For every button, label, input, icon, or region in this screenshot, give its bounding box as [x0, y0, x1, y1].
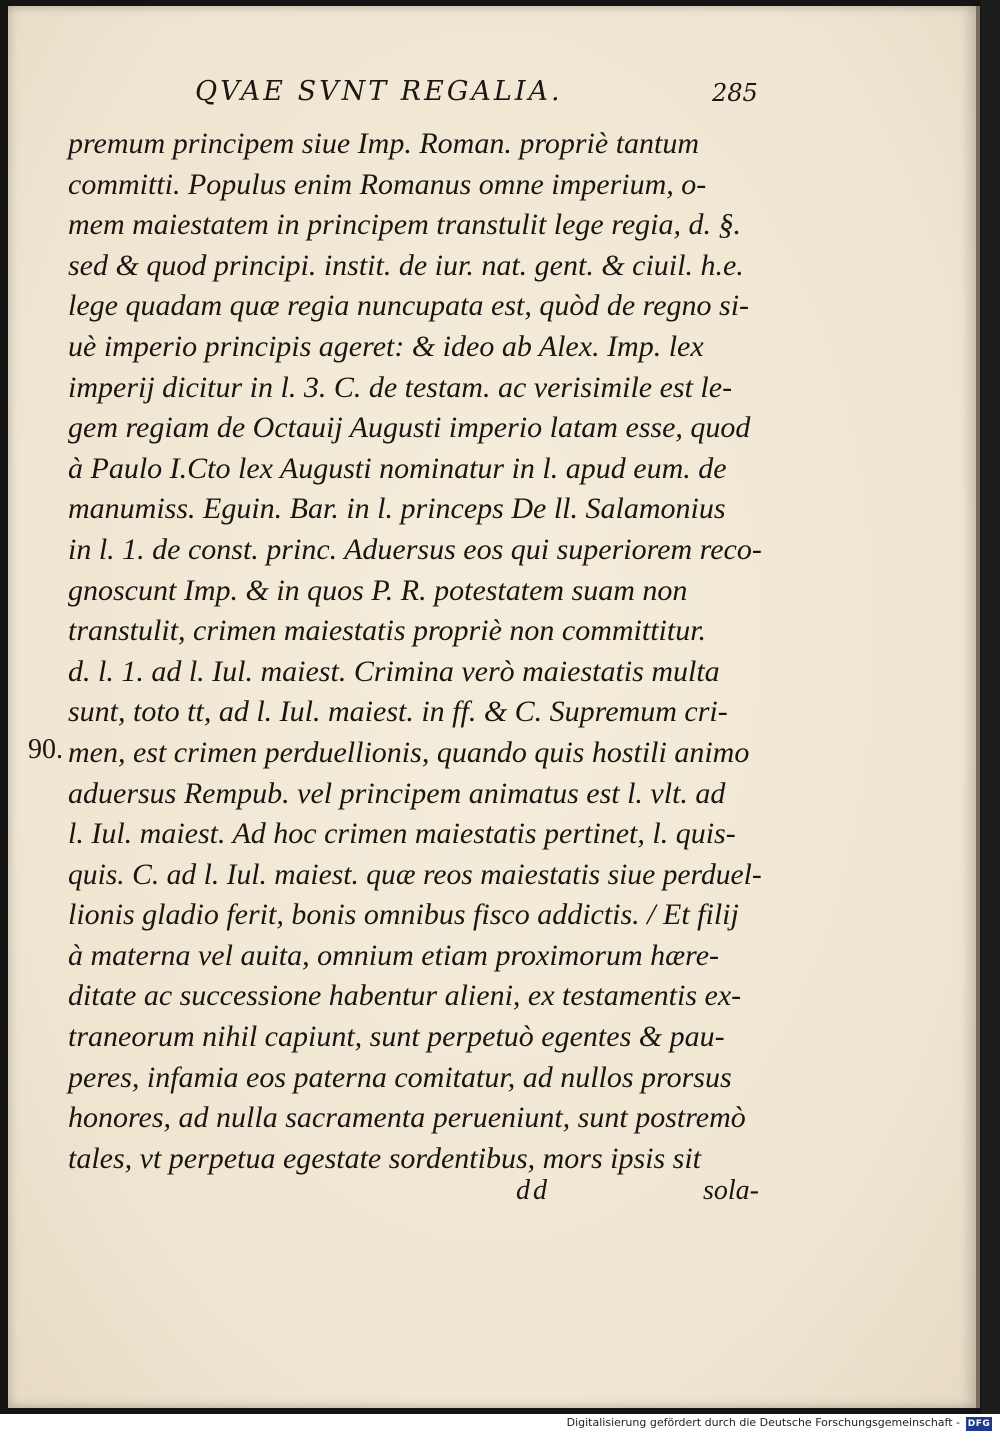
- text-line: imperij dicitur in l. 3. C. de testam. ac verisimile est le-: [68, 370, 733, 404]
- text-line: premum principem siue Imp. Roman. propriè tantum: [68, 127, 700, 160]
- text-line: gnoscunt Imp. & in quos P. R. potestatem suam non: [68, 573, 688, 607]
- digitization-footer: [0, 1414, 1000, 1435]
- text-line: uè imperio principis ageret: & ideo ab Alex. Imp. lex: [68, 329, 704, 363]
- funding-credit: Digitalisierung gefördert durch die Deutsche Forschungsgemeinschaft -: [566, 1416, 960, 1429]
- text-line: committi. Populus enim Romanus omne imperium, o-: [68, 167, 707, 201]
- text-line: l. Iul. maiest. Ad hoc crimen maiestatis pertinet, l. quis-: [68, 817, 736, 851]
- page-edge: [976, 6, 980, 1408]
- text-line: sed & quod principi. instit. de iur. nat. gent. & ciuil. h.e.: [68, 248, 744, 282]
- body-text: [68, 124, 762, 1179]
- text-line: aduersus Rempub. vel principem animatus est l. vlt. ad: [68, 776, 726, 810]
- text-line: à materna vel auita, omnium etiam proximorum hære-: [68, 938, 720, 972]
- text-line: tales, vt perpetua egestate sordentibus, mors ipsis sit: [68, 1141, 702, 1175]
- text-line: traneorum nihil capiunt, sunt perpetuò egentes & pau-: [68, 1020, 725, 1054]
- signature-mark: dd: [516, 1175, 550, 1206]
- text-line: mem maiestatem in principem transtulit lege regia, d. §.: [68, 208, 741, 242]
- running-head: QVAE SVNT REGALIA.: [195, 76, 563, 107]
- text-line: quis. C. ad l. Iul. maiest. quæ reos maiestatis siue perduel-: [68, 857, 762, 891]
- text-line: in l. 1. de const. princ. Aduersus eos qui superiorem reco-: [68, 532, 762, 566]
- text-line: sunt, toto tt, ad l. Iul. maiest. in ff. & C. Supremum cri-: [68, 695, 728, 729]
- text-line: manumiss. Eguin. Bar. in l. princeps De ll. Salamonius: [68, 492, 726, 526]
- text-line: men, est crimen perduellionis, quando quis hostili animo: [68, 735, 750, 769]
- text-line: lege quadam quæ regia nuncupata est, quòd de regno si-: [68, 289, 750, 323]
- text-line: ditate ac successione habentur alieni, ex testamentis ex-: [68, 979, 742, 1013]
- text-line: transtulit, crimen maiestatis propriè non committitur.: [68, 614, 707, 648]
- text-line: peres, infamia eos paterna comitatur, ad nullos prorsus: [68, 1060, 732, 1094]
- catchword: sola-: [703, 1175, 759, 1206]
- page-number: 285: [712, 79, 758, 107]
- marginal-line-number: 90.: [28, 734, 63, 765]
- text-line: honores, ad nulla sacramenta perueniunt, sunt postremò: [68, 1101, 746, 1135]
- text-line: à Paulo I.Cto lex Augusti nominatur in l. apud eum. de: [68, 451, 727, 485]
- scan-border-strip: [981, 0, 1000, 1414]
- text-line: lionis gladio ferit, bonis omnibus fisco addictis. / Et filij: [68, 898, 739, 932]
- dfg-logo-icon[interactable]: DFG: [967, 1419, 991, 1429]
- text-line: d. l. 1. ad l. Iul. maiest. Crimina verò maiestatis multa: [68, 654, 720, 688]
- text-line: gem regiam de Octauij Augusti imperio latam esse, quod: [68, 411, 751, 445]
